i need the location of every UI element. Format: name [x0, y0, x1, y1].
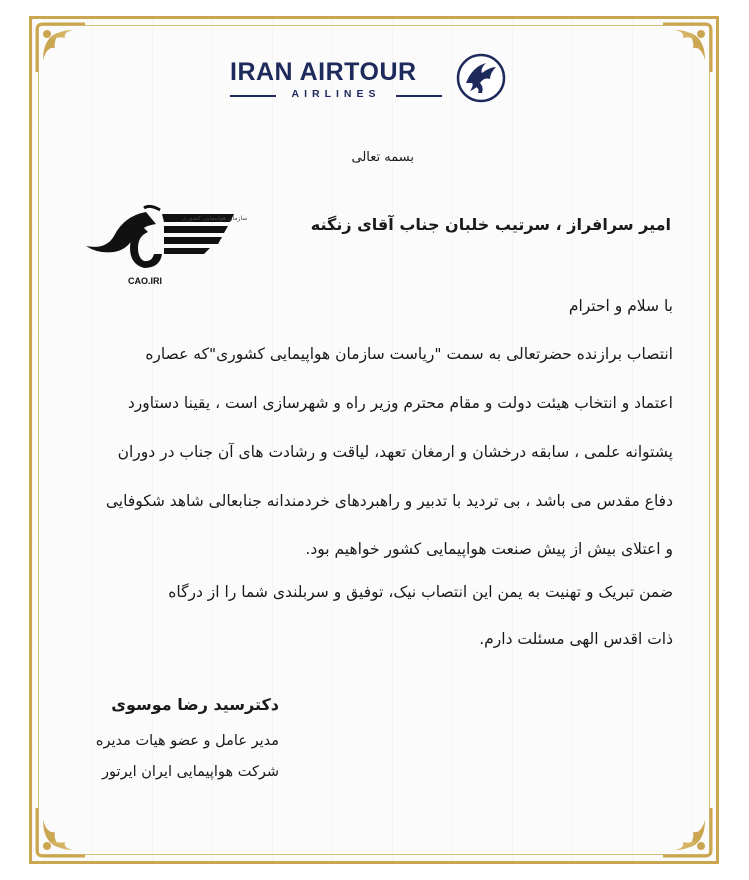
corner-ornament-icon: [659, 804, 715, 860]
cao-seal-text: سازمان هواپیمایی کشوری: [182, 215, 248, 222]
corner-ornament-icon: [659, 20, 715, 76]
body-line: ذات اقدس الهی مسئلت دارم.: [479, 630, 673, 648]
body-line: پشتوانه علمی ، سابقه درخشان و ارمغان تعهد، لیاقت و رشادت های آن جناب در دوران: [117, 443, 673, 461]
winged-emblem-icon: [456, 53, 506, 103]
corner-ornament-icon: [33, 20, 89, 76]
corner-ornament-icon: [33, 804, 89, 860]
company-name: IRAN AIRTOUR: [230, 58, 417, 86]
cao-caption: CAO.IRI: [128, 276, 163, 286]
signatory-company: شرکت هواپیمایی ایران ایرتور: [102, 764, 279, 780]
bismillah-heading: بسمه تعالی: [351, 150, 414, 165]
body-line: ضمن تبریک و تهنیت به یمن این انتصاب نیک، توفیق و سربلندی شما را از درگاه: [168, 583, 673, 601]
greeting-line: با سلام و احترام: [568, 297, 673, 315]
signatory-role: مدیر عامل و عضو هیات مدیره: [95, 733, 279, 749]
recipient-line: امیر سرافراز ، سرتیب خلبان جناب آقای زنگنه: [310, 215, 671, 234]
body-line: انتصاب برازنده حضرتعالی به سمت "ریاست سازمان هواپیمایی کشوری"که عصاره: [145, 345, 673, 363]
body-line: و اعتلای بیش از پیش صنعت هواپیمایی کشور خواهیم بود.: [305, 540, 673, 558]
letterhead-brand: [230, 56, 520, 112]
signatory-name: دکترسید رضا موسوی: [111, 695, 279, 714]
company-subtitle: AIRLINES: [230, 88, 442, 100]
body-line: دفاع مقدس می باشد ، بی تردید با تدبیر و راهبردهای خردمندانه جنابعالی شاهد شکوفایی: [105, 492, 673, 510]
body-line: اعتماد و انتخاب هیئت دولت و مقام محترم وزیر راه و شهرسازی است ، یقینا دستاورد: [127, 394, 673, 412]
